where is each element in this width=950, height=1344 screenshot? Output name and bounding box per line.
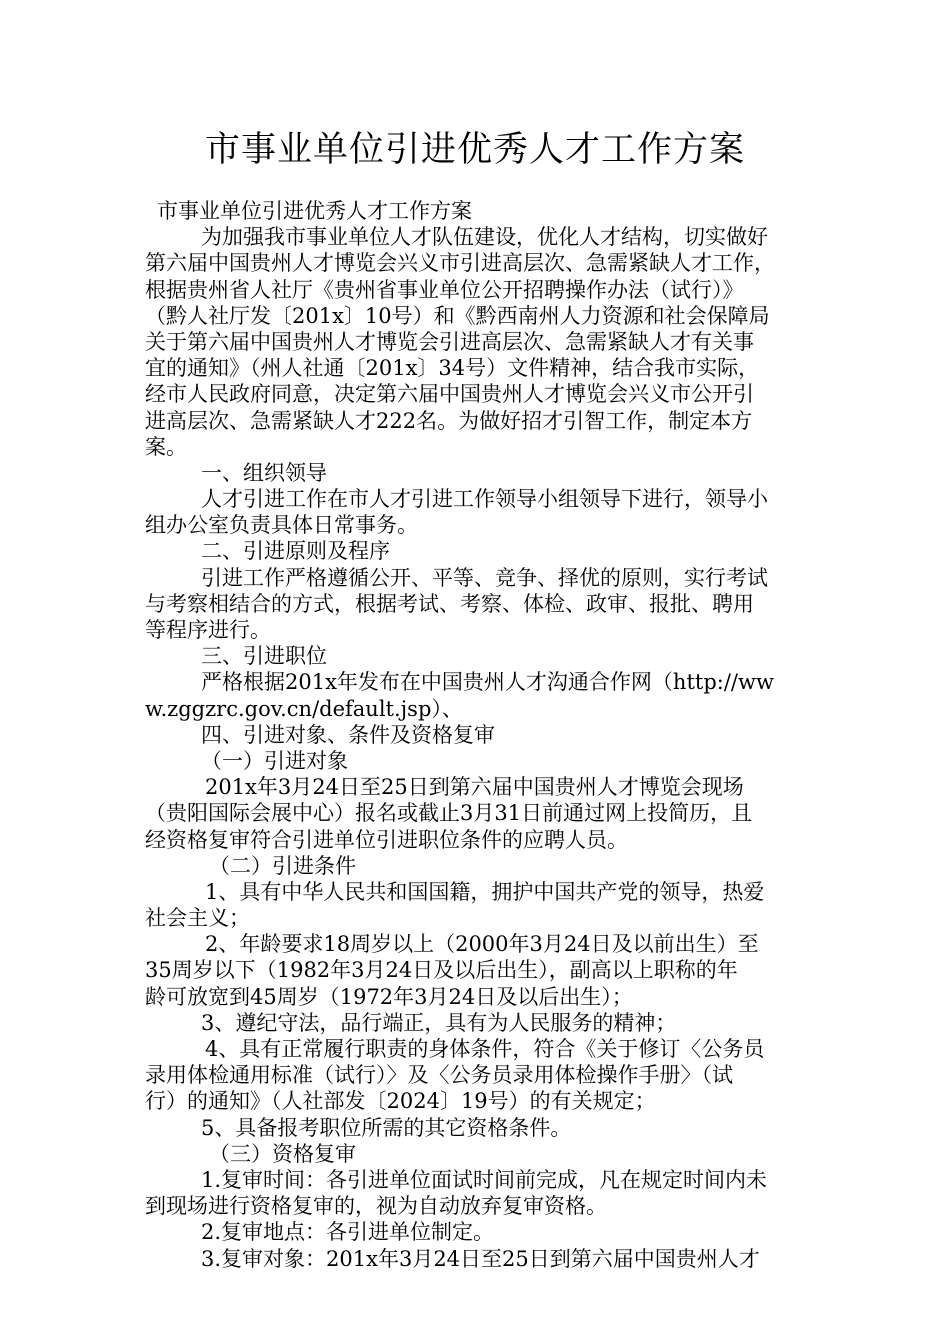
section-heading: 二、引进原则及程序 [201,539,390,564]
paragraph-line: 等程序进行。 [145,618,271,642]
list-item: 2.复审地点：各引进单位制定。 [201,1220,495,1245]
paragraph-line: 案。 [145,434,187,459]
list-item: 3、遵纪守法，品行端正，具有为人民服务的精神； [201,1010,677,1035]
list-item: 1、具有中华人民共和国国籍，拥护中国共产党的领导，热爱 [205,879,765,904]
section-heading: 一、组织领导 [201,460,327,485]
subsection-heading: （一）引进对象 [201,748,348,773]
document-title: 市事业单位引进优秀人才工作方案 [204,130,745,170]
paragraph-line: 为加强我市事业单位人才队伍建设，优化人才结构，切实做好 [201,225,768,250]
paragraph-line: 社会主义； [145,906,250,931]
paragraph-line: 经市人民政府同意，决定第六届中国贵州人才博览会兴义市公开引 [145,382,754,407]
paragraph-line: 严格根据201x年发布在中国贵州人才沟通合作网（http://ww [201,670,774,695]
list-item: 5、具备报考职位所需的其它资格条件。 [201,1115,572,1140]
paragraph-line: 组办公室负责具体日常事务。 [145,513,418,538]
paragraph-line: 宜的通知》（州人社通〔201x〕34号）文件精神，结合我市实际， [145,356,760,381]
paragraph-line: 进高层次、急需紧缺人才222名。为做好招才引智工作，制定本方 [145,408,753,433]
subsection-heading: （三）资格复审 [209,1141,356,1166]
section-heading: 四、引进对象、条件及资格复审 [201,722,495,747]
section-heading: 三、引进职位 [201,644,327,669]
paragraph-line: 引进工作严格遵循公开、平等、竞争、择优的原则，实行考试 [201,565,768,590]
paragraph-line: 经资格复审符合引进单位引进职位条件的应聘人员。 [145,827,628,852]
paragraph-line: 行）的通知》（人社部发〔2024〕19号）的有关规定； [145,1089,656,1114]
subtitle-line: 市事业单位引进优秀人才工作方案 [157,199,472,223]
paragraph-line: （黔人社厅发〔201x〕10号）和《黔西南州人力资源和社会保障局 [145,303,770,328]
paragraph-line: 与考察相结合的方式，根据考试、考察、体检、政审、报批、聘用 [145,591,754,616]
paragraph-line: 龄可放宽到45周岁（1972年3月24日及以后出生）； [145,984,633,1009]
paragraph-line: 201x年3月24日至25日到第六届中国贵州人才博览会现场 [205,775,744,800]
document-body [145,198,815,1272]
subsection-heading: （二）引进条件 [209,853,356,878]
paragraph-line: 第六届中国贵州人才博览会兴义市引进高层次、急需紧缺人才工作， [145,251,775,276]
list-item: 4、具有正常履行职责的身体条件，符合《关于修订〈公务员 [205,1037,765,1061]
paragraph-line: 根据贵州省人社厅《贵州省事业单位公开招聘操作办法（试行）》 [145,277,744,302]
paragraph-line: 35周岁以下（1982年3月24日及以后出生），副高以上职称的年 [145,958,738,983]
list-item: 2、年龄要求18周岁以上（2000年3月24日及以前出生）至 [205,932,759,957]
paragraph-line: 关于第六届中国贵州人才博览会引进高层次、急需紧缺人才有关事 [145,329,754,354]
paragraph-line: w.zggzrc.gov.cn/default.jsp）、 [145,696,463,721]
list-item: 3.复审对象：201x年3月24日至25日到第六届中国贵州人才 [201,1246,760,1271]
paragraph-line: 录用体检通用标准（试行）〉及〈公务员录用体检操作手册〉（试 [145,1063,733,1088]
paragraph-line: 到现场进行资格复审的，视为自动放弃复审资格。 [145,1194,607,1219]
paragraph-line: （贵阳国际会展中心）报名或截止3月31日前通过网上投简历，且 [145,801,753,826]
list-item: 1.复审时间：各引进单位面试时间前完成，凡在规定时间内未 [201,1167,768,1192]
paragraph-line: 人才引进工作在市人才引进工作领导小组领导下进行，领导小 [201,487,768,512]
